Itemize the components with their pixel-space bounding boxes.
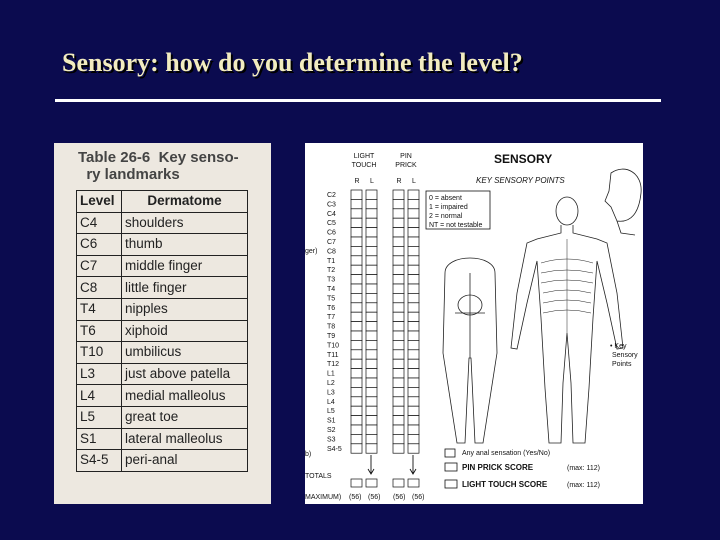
score-cell[interactable] — [408, 434, 419, 443]
dermatome-cell: lateral malleolus — [122, 428, 248, 450]
level-label: L4 — [327, 398, 335, 406]
score-cell[interactable] — [366, 425, 377, 434]
score-cell[interactable] — [366, 322, 377, 331]
score-cell[interactable] — [366, 340, 377, 349]
score-cell[interactable] — [366, 190, 377, 199]
level-cell: L5 — [77, 406, 122, 428]
landmarks-table-image — [54, 143, 271, 504]
dermatome-cell: nipples — [122, 298, 248, 320]
score-cell[interactable] — [366, 312, 377, 321]
dermatome-cell: xiphoid — [122, 320, 248, 342]
level-label: T11 — [327, 351, 339, 359]
score-cell[interactable] — [408, 425, 419, 434]
level-label: T12 — [327, 361, 340, 369]
key-note-3: Points — [612, 361, 632, 368]
dermatome-cell: medial malleolus — [122, 385, 248, 407]
score-cell[interactable] — [393, 397, 404, 406]
score-cell[interactable] — [366, 237, 377, 246]
level-label: T10 — [327, 342, 340, 350]
score-cell[interactable] — [366, 406, 377, 415]
score-cell[interactable] — [366, 303, 377, 312]
score-cell[interactable] — [366, 369, 377, 378]
pin-prick-label-2: PRICK — [395, 162, 417, 169]
score-cell[interactable] — [393, 256, 404, 265]
left-edge-lower-text: b) — [305, 451, 312, 458]
score-cell[interactable] — [366, 378, 377, 387]
score-cell[interactable] — [408, 350, 419, 359]
key-note-2: Sensory — [612, 352, 638, 359]
totals-label: TOTALS — [305, 473, 332, 480]
table-row — [77, 363, 248, 385]
level-cell: C4 — [77, 212, 122, 234]
table-row — [77, 277, 248, 299]
score-cell[interactable] — [351, 331, 362, 340]
level-label: C2 — [327, 192, 336, 199]
score-cell[interactable] — [393, 387, 404, 396]
back-body-diagram — [443, 258, 497, 443]
score-cell[interactable] — [393, 190, 404, 199]
score-cell[interactable] — [366, 246, 377, 255]
sensory-heading: SENSORY — [494, 152, 553, 166]
score-cell[interactable] — [393, 293, 404, 302]
table-row — [77, 255, 248, 277]
score-cell[interactable] — [366, 359, 377, 368]
pin-score-box — [445, 463, 457, 471]
table-row — [77, 234, 248, 256]
level-label: L5 — [327, 408, 335, 416]
score-cell[interactable] — [393, 284, 404, 293]
score-cell[interactable] — [366, 444, 377, 453]
left-arrow — [368, 455, 374, 474]
slide-title: Sensory: how do you determine the level? — [62, 48, 523, 77]
score-cell[interactable] — [393, 331, 404, 340]
pin-max-label: (max: 112) — [567, 465, 600, 472]
right-arrow — [410, 455, 416, 474]
table-body — [77, 212, 248, 471]
anal-sensation-box — [445, 449, 455, 457]
score-cell[interactable] — [351, 228, 362, 237]
rl-label-l2: L — [412, 178, 416, 185]
score-cell[interactable] — [408, 340, 419, 349]
score-cell[interactable] — [351, 312, 362, 321]
level-label: C4 — [327, 210, 336, 218]
score-cell[interactable] — [408, 237, 419, 246]
level-cell: S1 — [77, 428, 122, 450]
score-cell[interactable] — [351, 265, 362, 274]
level-label: S4-5 — [327, 445, 342, 453]
score-cell[interactable] — [351, 209, 362, 218]
score-cell[interactable] — [366, 350, 377, 359]
score-cell[interactable] — [351, 303, 362, 312]
score-cell[interactable] — [408, 322, 419, 331]
table-row — [77, 406, 248, 428]
header-level: Level — [77, 191, 122, 213]
score-cell[interactable] — [351, 359, 362, 368]
table-row — [77, 385, 248, 407]
score-cell[interactable] — [351, 218, 362, 227]
score-cell[interactable] — [351, 397, 362, 406]
score-cell[interactable] — [351, 378, 362, 387]
level-cell: C7 — [77, 255, 122, 277]
level-label: T4 — [327, 286, 336, 293]
score-cell[interactable] — [366, 256, 377, 265]
front-body-diagram — [511, 197, 623, 443]
total-box[interactable] — [408, 479, 419, 487]
level-cell: T10 — [77, 342, 122, 364]
score-cell[interactable] — [408, 406, 419, 415]
light-max-label: (max: 112) — [567, 482, 600, 489]
score-cell[interactable] — [366, 434, 377, 443]
level-cell: L4 — [77, 385, 122, 407]
score-cell[interactable] — [366, 387, 377, 396]
score-cell[interactable] — [351, 322, 362, 331]
score-cell[interactable] — [351, 444, 362, 453]
level-label: C3 — [327, 201, 336, 209]
score-cell[interactable] — [408, 228, 419, 237]
score-cell[interactable] — [393, 444, 404, 453]
pin-prick-score-label: PIN PRICK SCORE — [462, 463, 534, 472]
score-cell[interactable] — [351, 406, 362, 415]
score-cell[interactable] — [366, 397, 377, 406]
max-value-2: (56) — [368, 494, 381, 501]
anal-sensation-label: Any anal sensation (Yes/No) — [462, 450, 551, 457]
table-row — [77, 450, 248, 472]
score-cell[interactable] — [393, 425, 404, 434]
table-header-row — [77, 191, 248, 213]
score-cell[interactable] — [393, 218, 404, 227]
legend-impaired: 1 = impaired — [429, 204, 468, 211]
header-dermatome: Dermatome — [122, 191, 248, 213]
score-cell[interactable] — [366, 209, 377, 218]
level-label: S2 — [327, 427, 336, 434]
level-cell: S4-5 — [77, 450, 122, 472]
level-label: C5 — [327, 220, 336, 228]
score-cell[interactable] — [393, 434, 404, 443]
score-cell[interactable] — [408, 397, 419, 406]
legend-normal: 2 = normal — [429, 213, 463, 220]
score-cell[interactable] — [351, 284, 362, 293]
score-cell[interactable] — [408, 265, 419, 274]
table-caption: Table 26-6 Key senso- ry landmarks — [78, 149, 239, 183]
score-cell[interactable] — [366, 284, 377, 293]
score-cell[interactable] — [351, 416, 362, 425]
score-cell[interactable] — [351, 190, 362, 199]
level-label: T7 — [327, 314, 336, 322]
score-cell[interactable] — [408, 218, 419, 227]
level-label: T6 — [327, 304, 336, 312]
sensory-chart — [305, 143, 643, 504]
score-cell[interactable] — [351, 237, 362, 246]
title-underline — [55, 99, 661, 102]
score-cell[interactable] — [408, 331, 419, 340]
score-cell[interactable] — [351, 425, 362, 434]
score-cell[interactable] — [351, 369, 362, 378]
score-cell[interactable] — [393, 228, 404, 237]
level-cell: C8 — [77, 277, 122, 299]
light-touch-label-2: TOUCH — [351, 162, 377, 169]
level-label: T5 — [327, 295, 336, 303]
rl-label-r1: R — [354, 178, 360, 185]
table-row — [77, 212, 248, 234]
score-cell[interactable] — [408, 246, 419, 255]
score-cell[interactable] — [366, 228, 377, 237]
max-value-1: (56) — [349, 494, 362, 501]
score-cell[interactable] — [366, 293, 377, 302]
light-touch-score-label: LIGHT TOUCH SCORE — [462, 480, 548, 489]
level-label: T8 — [327, 323, 336, 331]
score-cell[interactable] — [408, 284, 419, 293]
score-cell[interactable] — [393, 369, 404, 378]
score-cell[interactable] — [393, 322, 404, 331]
score-cell[interactable] — [408, 387, 419, 396]
table-row — [77, 298, 248, 320]
score-cell[interactable] — [393, 265, 404, 274]
score-cell[interactable] — [351, 246, 362, 255]
level-label: L3 — [327, 389, 335, 397]
key-sensory-points-heading: KEY SENSORY POINTS — [476, 176, 565, 185]
level-cell: C6 — [77, 234, 122, 256]
score-cell[interactable] — [408, 256, 419, 265]
score-cell[interactable] — [408, 369, 419, 378]
level-label: T1 — [327, 257, 336, 265]
total-box[interactable] — [393, 479, 404, 487]
level-label: L2 — [327, 380, 335, 387]
score-cell[interactable] — [351, 275, 362, 284]
score-cell[interactable] — [408, 275, 419, 284]
level-label: S1 — [327, 417, 336, 425]
dermatome-cell: little finger — [122, 277, 248, 299]
dermatome-cell: middle finger — [122, 255, 248, 277]
score-cell[interactable] — [393, 275, 404, 284]
score-cell[interactable] — [408, 293, 419, 302]
level-label: C6 — [327, 229, 336, 237]
score-cell[interactable] — [366, 331, 377, 340]
table-row — [77, 342, 248, 364]
score-cell[interactable] — [351, 256, 362, 265]
score-cell[interactable] — [351, 434, 362, 443]
score-cell[interactable] — [393, 416, 404, 425]
score-cell[interactable] — [393, 303, 404, 312]
dermatome-cell: thumb — [122, 234, 248, 256]
level-label: C7 — [327, 239, 336, 246]
sensory-chart-image — [305, 143, 643, 504]
pin-prick-label-1: PIN — [400, 153, 412, 160]
score-cell[interactable] — [393, 406, 404, 415]
light-touch-label-1: LIGHT — [353, 153, 375, 160]
score-cell[interactable] — [408, 444, 419, 453]
total-box[interactable] — [366, 479, 377, 487]
total-box[interactable] — [351, 479, 362, 487]
left-edge-upper-text: ger) — [305, 248, 318, 255]
maximum-label: MAXIMUM) — [305, 494, 342, 501]
rl-label-r2: R — [396, 178, 402, 185]
key-note-1: • Key — [610, 343, 627, 350]
score-grid — [327, 190, 419, 487]
score-cell[interactable] — [408, 359, 419, 368]
light-score-box — [445, 480, 457, 488]
dermatome-cell: just above patella — [122, 363, 248, 385]
score-cell[interactable] — [351, 350, 362, 359]
score-cell[interactable] — [393, 237, 404, 246]
score-cell[interactable] — [366, 218, 377, 227]
table-row — [77, 428, 248, 450]
level-cell: T6 — [77, 320, 122, 342]
level-cell: L3 — [77, 363, 122, 385]
level-label: L1 — [327, 370, 335, 378]
max-value-4: (56) — [412, 494, 425, 501]
level-label: C8 — [327, 248, 336, 256]
score-cell[interactable] — [366, 199, 377, 208]
score-cell[interactable] — [351, 199, 362, 208]
legend-absent: 0 = absent — [429, 195, 462, 202]
score-cell[interactable] — [393, 199, 404, 208]
score-cell[interactable] — [393, 209, 404, 218]
legend-not-testable: NT = not testable — [429, 222, 483, 229]
table-row — [77, 320, 248, 342]
score-cell[interactable] — [408, 190, 419, 199]
level-label: T9 — [327, 333, 336, 340]
score-cell[interactable] — [408, 312, 419, 321]
score-cell[interactable] — [393, 340, 404, 349]
score-cell[interactable] — [366, 275, 377, 284]
score-cell[interactable] — [366, 416, 377, 425]
score-cell[interactable] — [351, 340, 362, 349]
head-profile-diagram — [605, 169, 641, 235]
level-label: T2 — [327, 267, 336, 275]
score-cell[interactable] — [366, 265, 377, 274]
score-cell[interactable] — [408, 303, 419, 312]
score-cell[interactable] — [408, 416, 419, 425]
score-cell[interactable] — [408, 209, 419, 218]
level-cell: T4 — [77, 298, 122, 320]
dermatome-cell: peri-anal — [122, 450, 248, 472]
level-label: T3 — [327, 276, 336, 284]
score-cell[interactable] — [393, 312, 404, 321]
score-cell[interactable] — [393, 378, 404, 387]
dermatome-cell: shoulders — [122, 212, 248, 234]
max-value-3: (56) — [393, 494, 406, 501]
score-cell[interactable] — [393, 359, 404, 368]
rl-label-l1: L — [370, 178, 374, 185]
landmarks-table — [76, 190, 248, 472]
score-cell[interactable] — [393, 246, 404, 255]
score-cell[interactable] — [393, 350, 404, 359]
score-cell[interactable] — [408, 378, 419, 387]
score-cell[interactable] — [408, 199, 419, 208]
dermatome-cell: great toe — [122, 406, 248, 428]
score-cell[interactable] — [351, 293, 362, 302]
score-cell[interactable] — [351, 387, 362, 396]
level-label: S3 — [327, 436, 336, 444]
dermatome-cell: umbilicus — [122, 342, 248, 364]
